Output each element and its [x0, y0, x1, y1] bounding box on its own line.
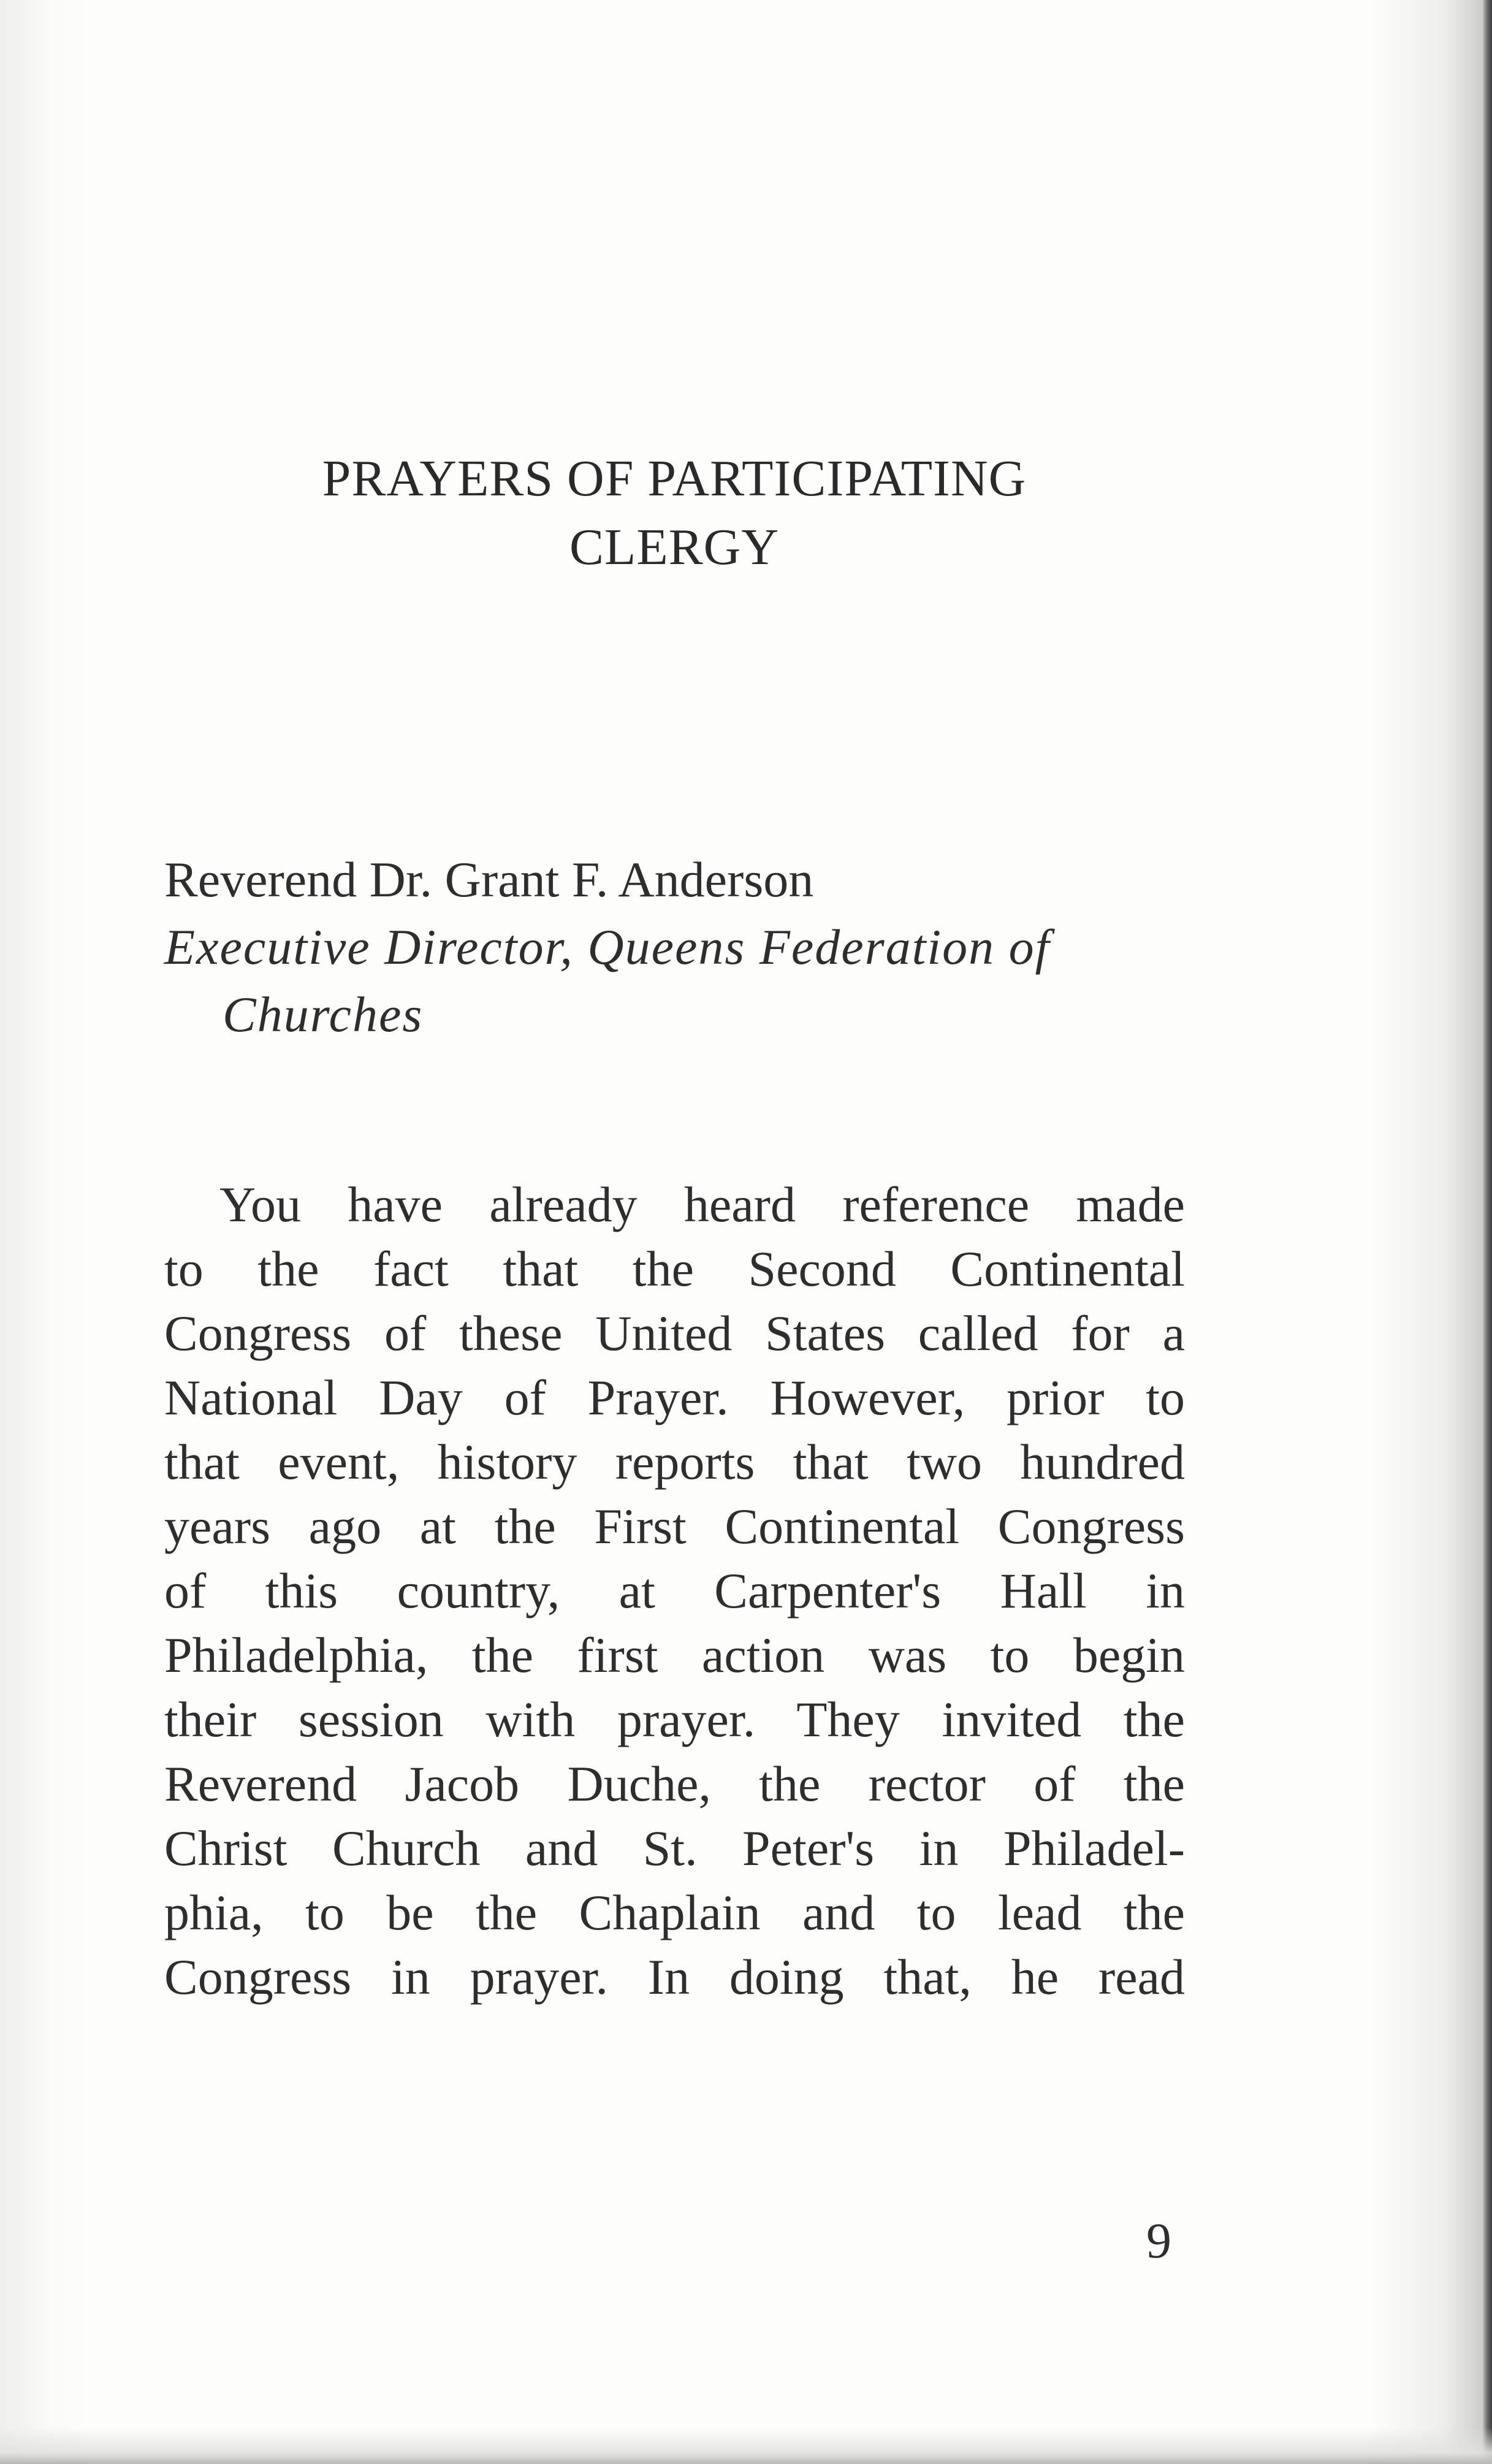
body-line: that event, history reports that two hundred	[164, 1434, 1185, 1490]
author-block	[164, 846, 1206, 1048]
body-line: National Day of Prayer. However, prior to	[164, 1370, 1185, 1425]
body-line: Christ Church and St. Peter's in Philadel-	[164, 1820, 1185, 1876]
section-title: PRAYERS OF PARTICIPATING CLERGY	[322, 450, 1027, 576]
page-number: 9	[1146, 2213, 1171, 2268]
body-line: their session with prayer. They invited the	[164, 1692, 1185, 1747]
body-line: Congress of these United States called for a	[164, 1305, 1185, 1361]
body-line: Congress in prayer. In doing that, he read	[164, 1949, 1185, 2005]
body-line: You have already heard reference made	[219, 1177, 1185, 1232]
author-name: Reverend Dr. Grant F. Anderson	[164, 852, 814, 907]
body-line: Reverend Jacob Duche, the rector of the	[164, 1756, 1185, 1812]
page-edge-shadow-right	[1369, 0, 1492, 2464]
page-edge-shadow-left	[0, 0, 92, 2464]
body-line: Philadelphia, the first action was to begin	[164, 1627, 1185, 1683]
body-line: to the fact that the Second Continental	[164, 1241, 1185, 1297]
body-paragraph	[164, 1172, 1185, 2009]
body-line: of this country, at Carpenter's Hall in	[164, 1563, 1185, 1619]
body-line: years ago at the First Continental Congress	[164, 1498, 1185, 1554]
page-edge-shadow-bottom	[0, 2427, 1492, 2464]
author-role: Executive Director, Queens Federation of Churches	[164, 919, 1051, 1042]
body-line: phia, to be the Chaplain and to lead the	[164, 1885, 1185, 1940]
